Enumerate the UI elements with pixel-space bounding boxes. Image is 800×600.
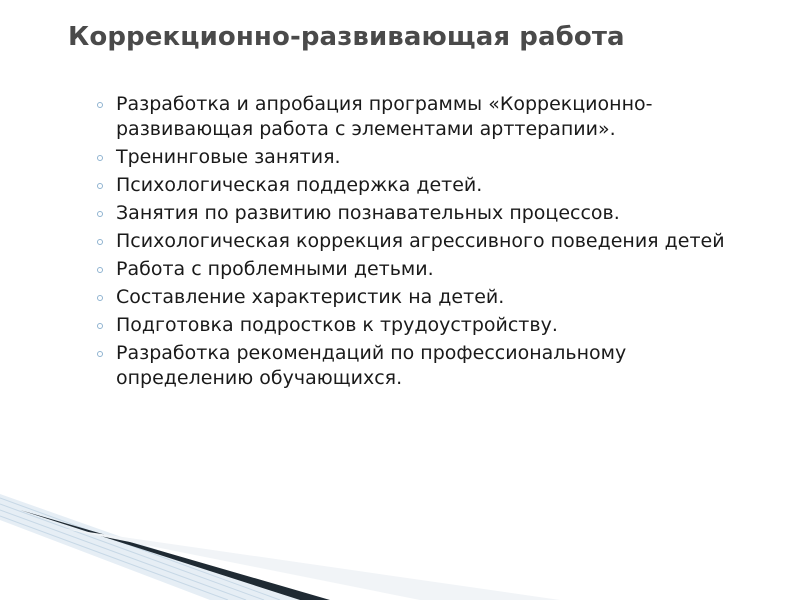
list-item	[94, 201, 744, 226]
bullet-list	[94, 92, 744, 394]
list-item	[94, 229, 744, 254]
bullet-circle-icon	[97, 351, 103, 357]
list-item	[94, 313, 744, 338]
list-item	[94, 145, 744, 170]
bullet-circle-icon	[97, 155, 103, 161]
list-item-text: Разработка и апробация программы «Коррекционно-развивающая работа с элементами арттерапии».	[116, 93, 653, 140]
list-item-text: Тренинговые занятия.	[116, 146, 341, 168]
list-item-text: Психологическая поддержка детей.	[116, 174, 483, 196]
bullet-circle-icon	[97, 323, 103, 329]
bullet-circle-icon	[97, 295, 103, 301]
list-item	[94, 341, 744, 391]
list-item-text: Подготовка подростков к трудоустройству.	[116, 314, 558, 336]
decor-hatch	[0, 498, 280, 600]
list-item	[94, 92, 744, 142]
bullet-circle-icon	[97, 183, 103, 189]
list-item-text: Составление характеристик на детей.	[116, 286, 505, 308]
bullet-circle-icon	[97, 102, 103, 108]
bullet-circle-icon	[97, 211, 103, 217]
list-item	[94, 173, 744, 198]
list-item	[94, 257, 744, 282]
bullet-circle-icon	[97, 267, 103, 273]
bullet-circle-icon	[97, 239, 103, 245]
list-item-text: Психологическая коррекция агрессивного поведения детей	[116, 230, 725, 252]
list-item-text: Разработка рекомендаций по профессиональному определению обучающихся.	[116, 342, 627, 389]
slide-title: Коррекционно-развивающая работа	[68, 22, 625, 52]
list-item-text: Занятия по развитию познавательных процессов.	[116, 202, 620, 224]
list-item	[94, 285, 744, 310]
decorative-swoosh	[0, 480, 800, 600]
list-item-text: Работа с проблемными детьми.	[116, 258, 434, 280]
